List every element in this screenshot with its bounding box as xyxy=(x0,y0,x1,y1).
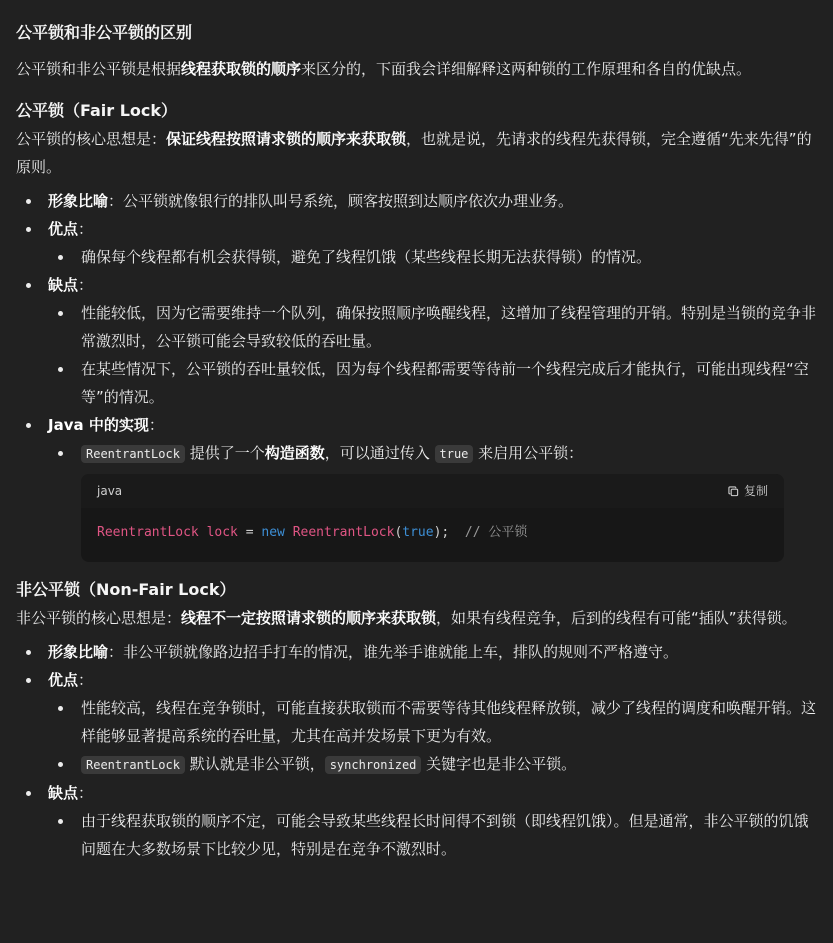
code-block-header xyxy=(81,474,784,508)
list-item: 性能较低，因为它需要维持一个队列，确保按照顺序唤醒线程，这增加了线程管理的开销。特别是当锁的竞争非常激烈时，公平锁可能会导致较低的吞吐量。 xyxy=(48,299,817,355)
list-item: 在某些情况下，公平锁的吞吐量较低，因为每个线程都需要等待前一个线程完成后才能执行，可能出现线程“空等”的情况。 xyxy=(48,355,817,411)
copy-label: 复制 xyxy=(743,484,768,498)
intro-paragraph: 公平锁和非公平锁是根据线程获取锁的顺序来区分的，下面我会详细解释这两种锁的工作原理和各自的优缺点。 xyxy=(16,60,752,78)
code-language: java xyxy=(97,484,123,498)
list-item: 优点： 确保每个线程都有机会获得锁，避免了线程饥饿（某些线程长期无法获得锁）的情况。 xyxy=(16,215,817,271)
list-item: 性能较高，线程在竞争锁时，可能直接获取锁而不需要等待其他线程释放锁，减少了线程的调度和唤醒开销。这样能够显著提高系统的吞吐量，尤其在高并发场景下更为有效。 xyxy=(48,694,817,750)
list-item: 缺点： 由于线程获取锁的顺序不定，可能会导致某些线程长时间得不到锁（即线程饥饿）。但是通常，非公平锁的饥饿问题在大多数场景下比较少见，特别是在竞争不激烈时。 xyxy=(16,779,817,863)
copy-icon xyxy=(728,486,739,497)
page-title: 公平锁和非公平锁的区别 xyxy=(16,23,193,42)
fair-lock-list xyxy=(16,187,817,562)
code-block xyxy=(81,474,784,562)
nonfair-pros-list xyxy=(48,694,817,779)
list-item: Java 中的实现： ReentrantLock 提供了一个构造函数，可以通过传入 true 来启用公平锁： java 复制 ReentrantLock lock = new ReentrantLock(true); // 公平锁 xyxy=(16,411,817,562)
list-item: ReentrantLock 提供了一个构造函数，可以通过传入 true 来启用公平锁： java 复制 ReentrantLock lock = new ReentrantLock(true); // 公平锁 xyxy=(48,439,817,562)
inline-code: synchronized xyxy=(325,756,422,774)
inline-code: ReentrantLock xyxy=(81,756,185,774)
list-item: 优点： 性能较高，线程在竞争锁时，可能直接获取锁而不需要等待其他线程释放锁，减少了线程的调度和唤醒开销。这样能够显著提高系统的吞吐量，尤其在高并发场景下更为有效。 ReentrantLock 默认就是非公平锁， synchronized 关键字也是非公平锁。 xyxy=(16,666,817,779)
nonfair-lock-list xyxy=(16,638,817,863)
nonfair-lock-heading: 非公平锁（Non-Fair Lock） xyxy=(16,580,236,599)
copy-button[interactable] xyxy=(728,477,768,505)
fair-lock-heading: 公平锁（Fair Lock） xyxy=(16,101,178,120)
inline-code: ReentrantLock xyxy=(81,445,185,463)
fair-lock-core-idea: 公平锁的核心思想是：保证线程按照请求锁的顺序来获取锁，也就是说，先请求的线程先获得锁，完全遵循“先来先得”的原则。 xyxy=(16,130,812,176)
java-impl-list xyxy=(48,439,817,562)
list-item: ReentrantLock 默认就是非公平锁， synchronized 关键字也是非公平锁。 xyxy=(48,750,817,779)
nonfair-cons-list xyxy=(48,807,817,863)
list-item: 缺点： 性能较低，因为它需要维持一个队列，确保按照顺序唤醒线程，这增加了线程管理的开销。特别是当锁的竞争非常激烈时，公平锁可能会导致较低的吞吐量。 在某些情况下，公平锁的吞吐量较低，因为每个线程都需要等待前一个线程完成后才能执行，可能出现线程“空等”的情况。 xyxy=(16,271,817,411)
list-item: 形象比喻：公平锁就像银行的排队叫号系统，顾客按照到达顺序依次办理业务。 xyxy=(16,187,817,215)
inline-code: true xyxy=(435,445,474,463)
fair-pros-list xyxy=(48,243,817,271)
code-content: ReentrantLock lock = new ReentrantLock(true); // 公平锁 xyxy=(97,525,528,540)
nonfair-lock-core-idea: 非公平锁的核心思想是：线程不一定按照请求锁的顺序来获取锁，如果有线程竞争，后到的线程有可能“插队”获得锁。 xyxy=(16,609,797,627)
list-item: 由于线程获取锁的顺序不定，可能会导致某些线程长时间得不到锁（即线程饥饿）。但是通常，非公平锁的饥饿问题在大多数场景下比较少见，特别是在竞争不激烈时。 xyxy=(48,807,817,863)
fair-cons-list xyxy=(48,299,817,411)
list-item: 形象比喻：非公平锁就像路边招手打车的情况，谁先举手谁就能上车，排队的规则不严格遵守。 xyxy=(16,638,817,666)
list-item: 确保每个线程都有机会获得锁，避免了线程饥饿（某些线程长期无法获得锁）的情况。 xyxy=(48,243,817,271)
